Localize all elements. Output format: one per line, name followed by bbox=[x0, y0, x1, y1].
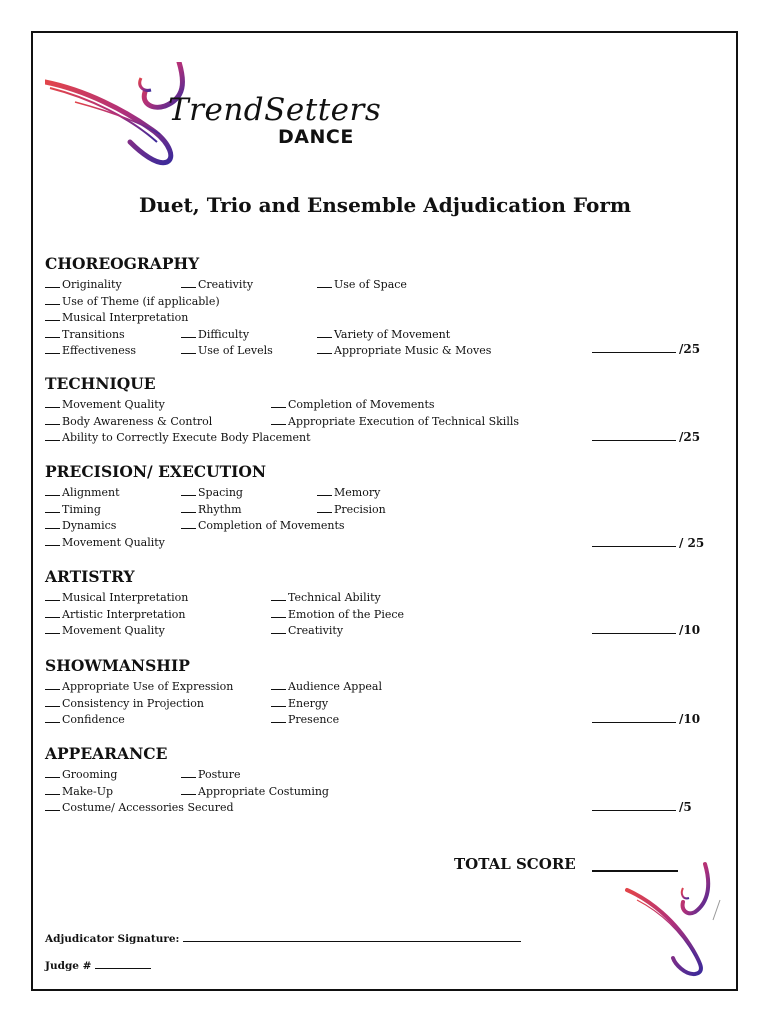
brand-name: TrendSetters bbox=[168, 92, 382, 128]
checklist-item[interactable]: Creativity bbox=[271, 621, 343, 639]
checklist-item[interactable]: Technical Ability bbox=[271, 588, 381, 606]
checklist-item[interactable]: Alignment bbox=[45, 483, 120, 501]
section-title: APPEARANCE bbox=[45, 744, 168, 763]
adjudicator-signature-field[interactable]: Adjudicator Signature: bbox=[45, 930, 521, 945]
checklist-item[interactable]: Completion of Movements bbox=[271, 395, 435, 413]
checklist-item[interactable]: Precision bbox=[317, 500, 386, 518]
checklist-item[interactable]: Effectiveness bbox=[45, 341, 136, 359]
checklist-item[interactable]: Grooming bbox=[45, 765, 117, 783]
judge-number-field[interactable]: Judge # bbox=[45, 957, 151, 972]
checklist-item[interactable]: Appropriate Use of Expression bbox=[45, 677, 233, 695]
checklist-item[interactable]: Posture bbox=[181, 765, 241, 783]
checklist-item[interactable]: Transitions bbox=[45, 325, 125, 343]
score-field-technique[interactable]: /25 bbox=[592, 428, 700, 444]
checklist-item[interactable]: Body Awareness & Control bbox=[45, 412, 212, 430]
checklist-item[interactable]: Spacing bbox=[181, 483, 243, 501]
total-score-label: TOTAL SCORE bbox=[454, 855, 576, 873]
score-field-showmanship[interactable]: /10 bbox=[592, 710, 700, 726]
score-field-appearance[interactable]: /5 bbox=[592, 798, 692, 814]
checklist-item[interactable]: Artistic Interpretation bbox=[45, 605, 185, 623]
checklist-item[interactable]: Musical Interpretation bbox=[45, 588, 188, 606]
checklist-item[interactable]: Presence bbox=[271, 710, 339, 728]
dancer-icon bbox=[625, 860, 725, 980]
checklist-item[interactable]: Completion of Movements bbox=[181, 516, 345, 534]
section-title: ARTISTRY bbox=[45, 567, 135, 586]
section-title: PRECISION/ EXECUTION bbox=[45, 462, 267, 481]
checklist-item[interactable]: Variety of Movement bbox=[317, 325, 450, 343]
checklist-item[interactable]: Make-Up bbox=[45, 782, 113, 800]
score-field-artistry[interactable]: /10 bbox=[592, 621, 700, 637]
checklist-item[interactable]: Musical Interpretation bbox=[45, 308, 188, 326]
section-title: SHOWMANSHIP bbox=[45, 656, 190, 675]
checklist-item[interactable]: Creativity bbox=[181, 275, 253, 293]
form-title: Duet, Trio and Ensemble Adjudication Form bbox=[138, 193, 632, 217]
checklist-item[interactable]: Ability to Correctly Execute Body Placement bbox=[45, 428, 311, 446]
checklist-item[interactable]: Use of Levels bbox=[181, 341, 273, 359]
checklist-item[interactable]: Emotion of the Piece bbox=[271, 605, 404, 623]
checklist-item[interactable]: Originality bbox=[45, 275, 122, 293]
checklist-item[interactable]: Use of Space bbox=[317, 275, 407, 293]
checklist-item[interactable]: Difficulty bbox=[181, 325, 249, 343]
checklist-item[interactable]: Appropriate Execution of Technical Skills bbox=[271, 412, 519, 430]
checklist-item[interactable]: Appropriate Costuming bbox=[181, 782, 329, 800]
checklist-item[interactable]: Consistency in Projection bbox=[45, 694, 204, 712]
checklist-item[interactable]: Timing bbox=[45, 500, 101, 518]
checklist-item[interactable]: Dynamics bbox=[45, 516, 116, 534]
checklist-item[interactable]: Rhythm bbox=[181, 500, 242, 518]
score-field-precision[interactable]: / 25 bbox=[592, 534, 704, 550]
checklist-item[interactable]: Movement Quality bbox=[45, 621, 165, 639]
checklist-item[interactable]: Costume/ Accessories Secured bbox=[45, 798, 234, 816]
brand-subtitle: DANCE bbox=[278, 126, 354, 148]
checklist-item[interactable]: Appropriate Music & Moves bbox=[317, 341, 491, 359]
checklist-item[interactable]: Confidence bbox=[45, 710, 125, 728]
checklist-item[interactable]: Audience Appeal bbox=[271, 677, 382, 695]
checklist-item[interactable]: Memory bbox=[317, 483, 380, 501]
section-title: TECHNIQUE bbox=[45, 374, 156, 393]
checklist-item[interactable]: Movement Quality bbox=[45, 533, 165, 551]
score-field-choreography[interactable]: /25 bbox=[592, 340, 700, 356]
section-appearance bbox=[45, 744, 725, 814]
section-title: CHOREOGRAPHY bbox=[45, 254, 200, 273]
checklist-item[interactable]: Use of Theme (if applicable) bbox=[45, 292, 220, 310]
checklist-item[interactable]: Energy bbox=[271, 694, 328, 712]
checklist-item[interactable]: Movement Quality bbox=[45, 395, 165, 413]
